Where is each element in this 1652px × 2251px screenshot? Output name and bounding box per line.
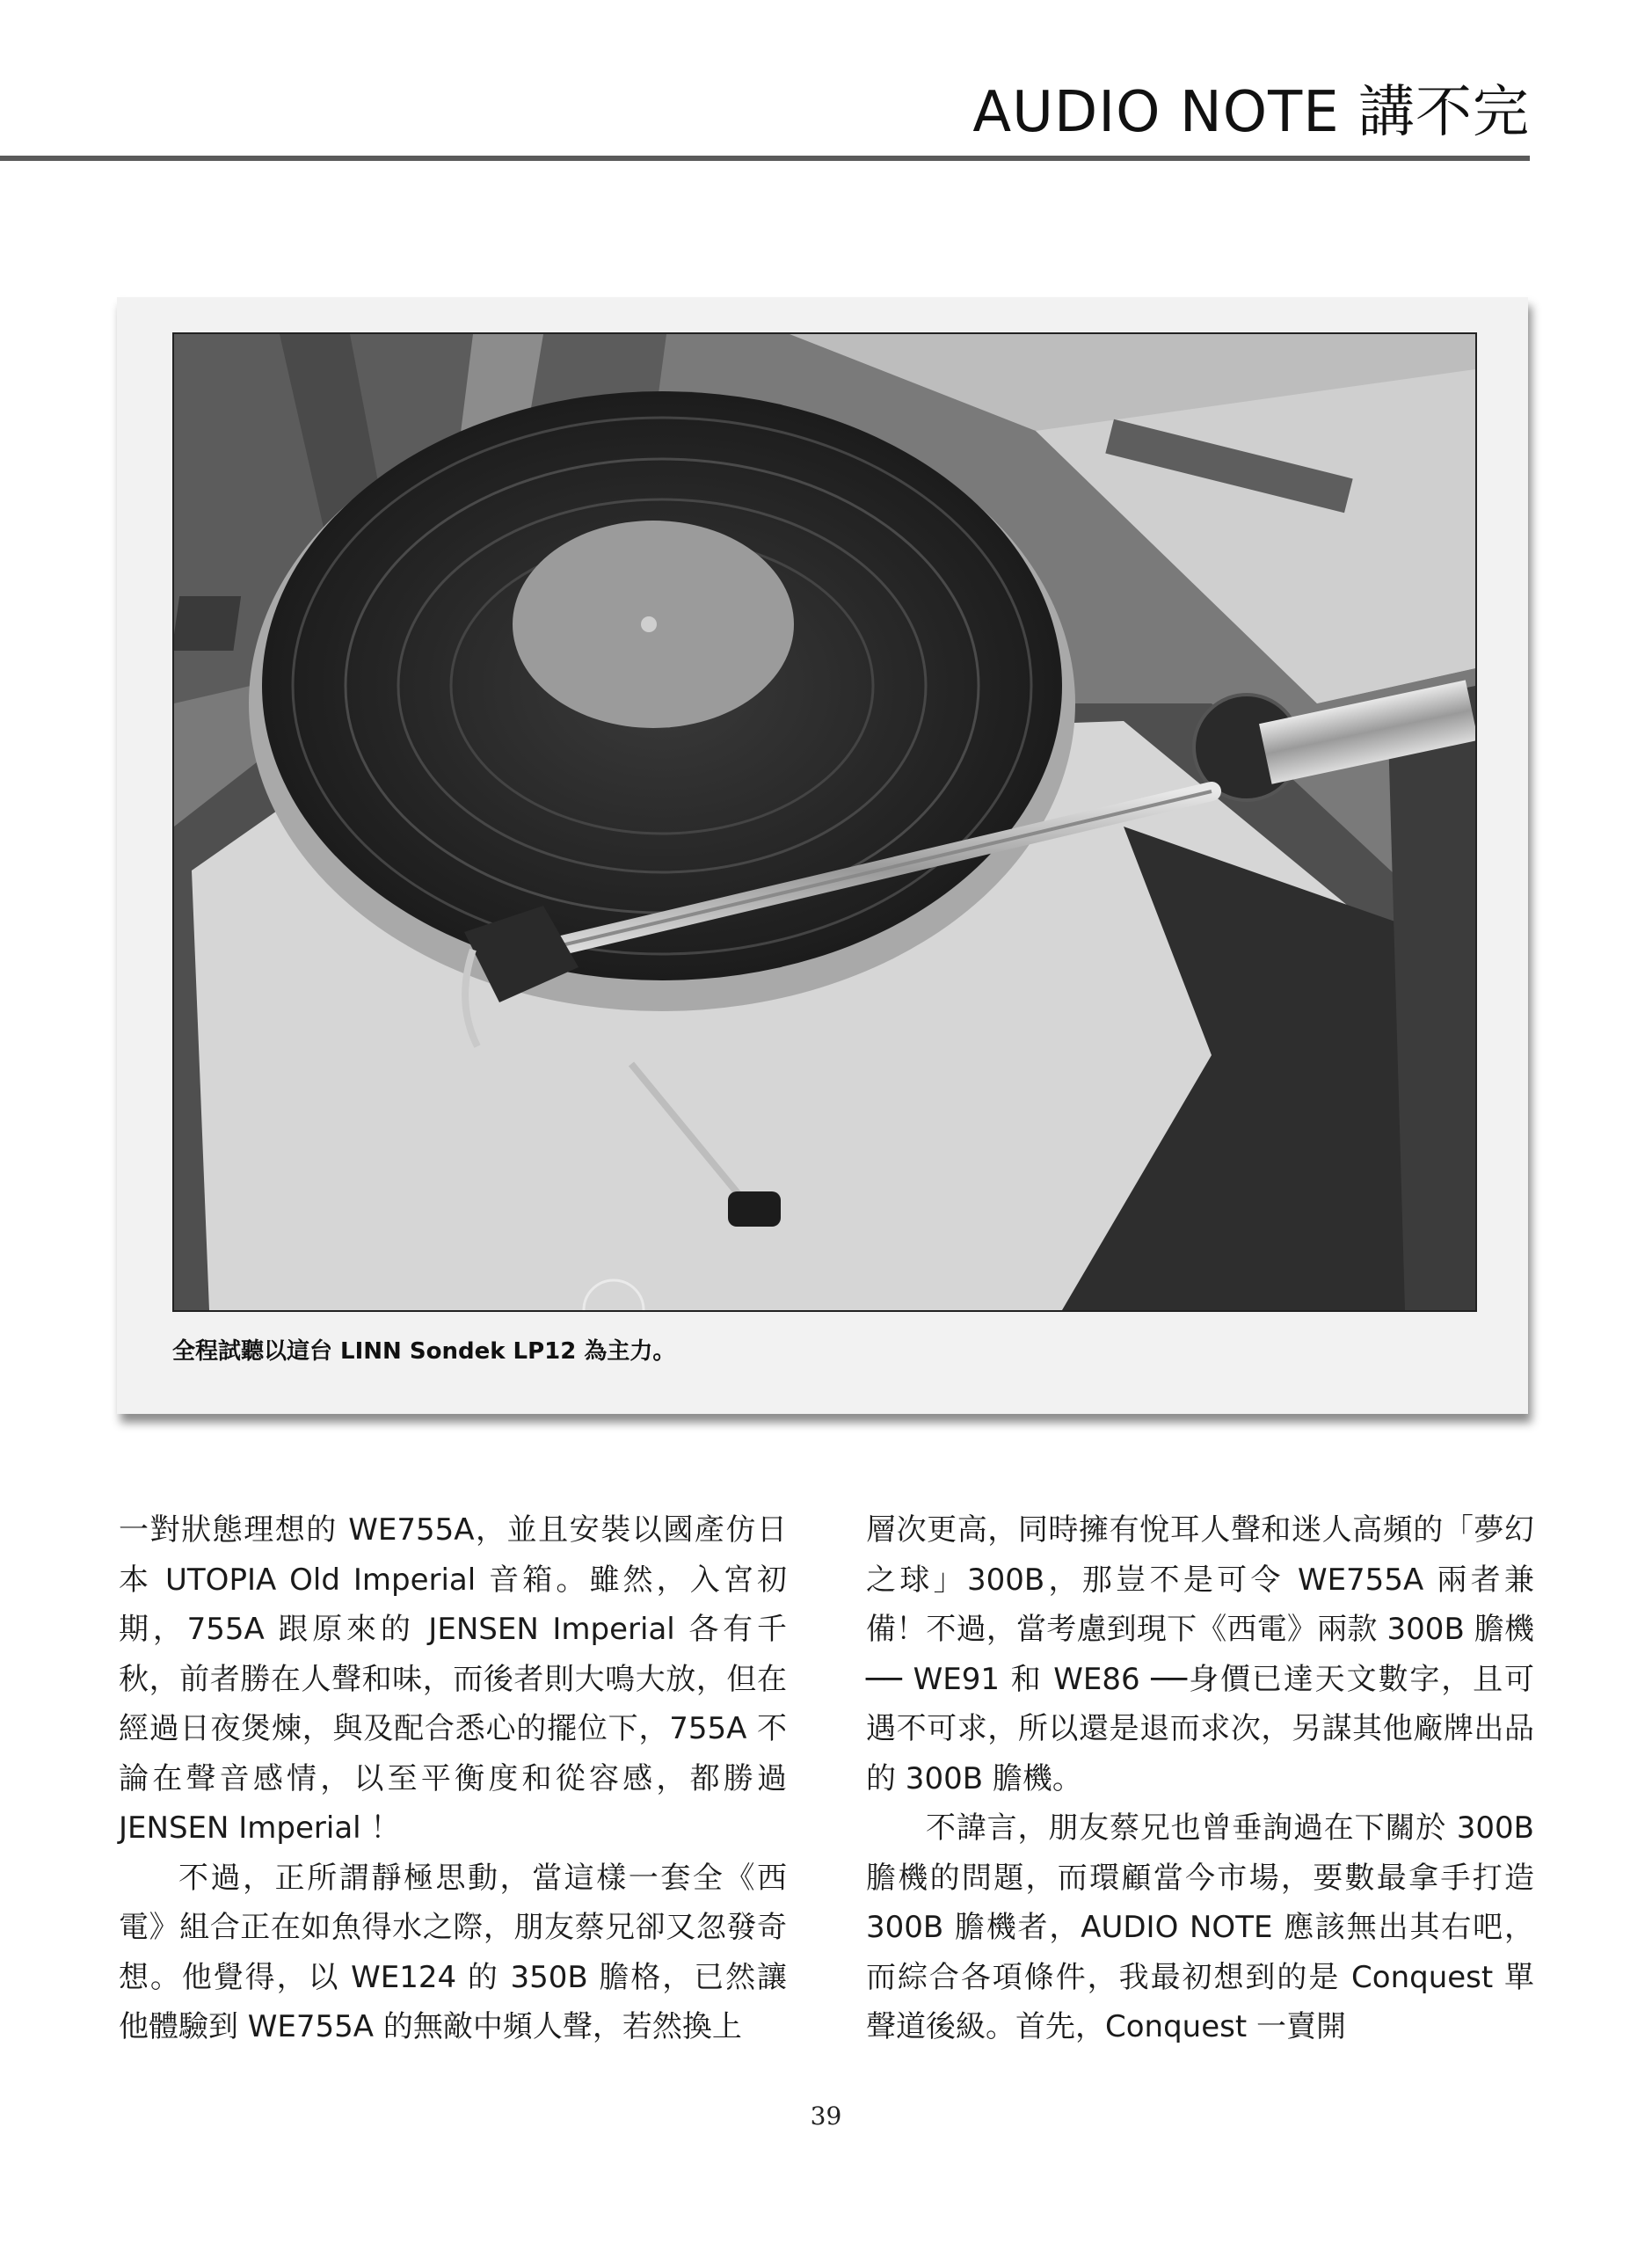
paragraph: 不過，正所謂靜極思動，當這樣一套全《西電》組合正在如魚得水之際，朋友蔡兄卻又忽發奇想。他覺得，以 WE124 的 350B 膽格，已然讓他體驗到 WE755A 的無敵中頻人聲，若然換上: [119, 1860, 787, 2044]
paragraph: 層次更高，同時擁有悅耳人聲和迷人高頻的「夢幻之球」300B，那豈不是可令 WE755A 兩者兼備！不過，當考慮到現下《西電》兩款 300B 膽機── WE91 和 WE86 ──身價已達天文數字，且可遇不可求，所以還是退而求次，另謀其他廠牌出品的 300B 膽機。: [866, 1512, 1534, 1796]
figure-caption: 全程試聽以這台 LINN Sondek LP12 為主力。: [172, 1338, 676, 1365]
paragraph: 一對狀態理想的 WE755A，並且安裝以國產仿日本 UTOPIA Old Imperial 音箱。雖然，入宮初期，755A 跟原來的 JENSEN Imperial 各有千秋，前者勝在人聲和味，而後者則大鳴大放，但在經過日夜煲煉，與及配合悉心的擺位下，755A 不論在聲音感情，以至平衡度和從容感，都勝過 JENSEN Imperial ！: [119, 1512, 787, 1846]
turntable-photo: [172, 332, 1477, 1312]
header-rule: [0, 156, 1530, 161]
figure-card: [117, 297, 1528, 1414]
page-header-title: AUDIO NOTE 講不完: [972, 80, 1530, 145]
turntable-illustration: [174, 334, 1475, 1310]
paragraph: 不諱言，朋友蔡兄也曾垂詢過在下關於 300B 膽機的問題，而環顧當今市場，要數最拿手打造 300B 膽機者，AUDIO NOTE 應該無出其右吧，而綜合各項條件，我最初想到的是 Conquest 單聲道後級。首先，Conquest 一賣開: [866, 1810, 1534, 2044]
text-column-right: [866, 1505, 1534, 2052]
spindle: [641, 616, 657, 632]
arm-rest: [728, 1191, 781, 1227]
text-column-left: [119, 1505, 787, 2052]
page-number: 39: [810, 2102, 842, 2131]
